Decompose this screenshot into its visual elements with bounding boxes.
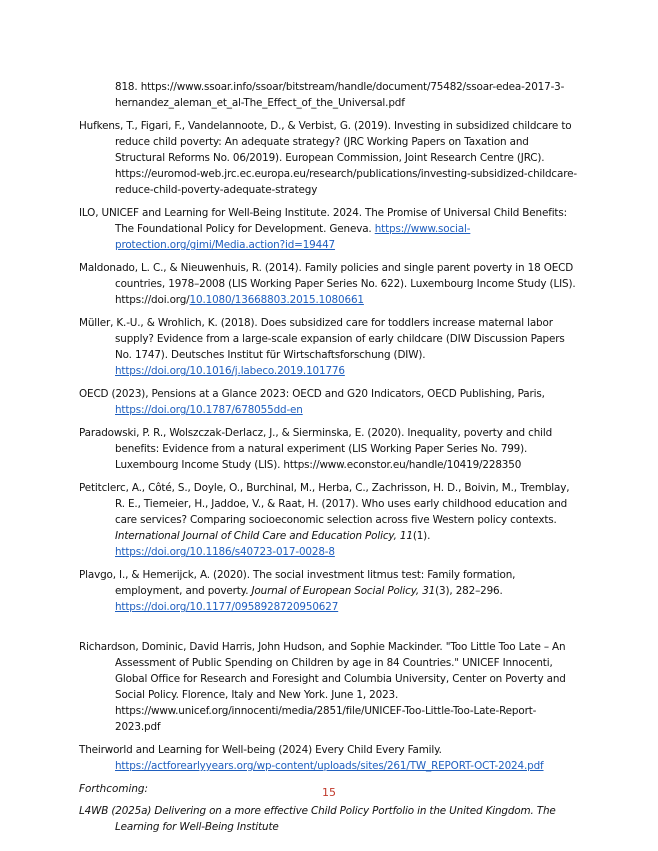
reference-link[interactable]: https://doi.org/10.1177/0958928720950627 [115,601,339,613]
reference-text: 818. https://www.ssoar.info/ssoar/bitstream/handle/document/75482/ssoar-edea-2017-3-hernandez_aleman_et_al-The_Effect_of_the_Universal.pdf [115,81,565,109]
reference-petitclerc-2017 [79,480,579,560]
reference-text: Petitclerc, A., Côté, S., Doyle, O., Burchinal, M., Herba, C., Zachrisson, H. D., Boivin, M., Tremblay, R. E., Tiemeier, H., Jaddoe, V., & Raat, H. (2017). Who uses early childhood education and care services? Comparing socioeconomic selection across five Western policy contexts. [79,482,570,526]
reference-theirworld-2024 [79,742,579,774]
reference-volume: (3), 282–296. [435,585,503,597]
reference-text: Müller, K.-U., & Wrohlich, K. (2018). Does subsidized care for toddlers increase maternal labor supply? Evidence from a large-scale expansion of early childcare (DIW Discussion Papers No. 1747). Deutsches Institut für Wirtschaftsforschung (DIW). [79,317,565,361]
reference-text: L4WB (2025a) Delivering on a more effective Child Policy Portfolio in the United Kingdom. The Learning for Well-Being Institute [79,805,556,833]
reference-hufkens-2019 [79,118,579,198]
reference-text: Theirworld and Learning for Well-being (2024) Every Child Every Family. [79,744,442,756]
forthcoming-label: Forthcoming: [79,783,149,795]
reference-text: OECD (2023), Pensions at a Glance 2023: OECD and G20 Indicators, OECD Publishing, Paris, [79,388,545,400]
reference-journal: Journal of European Social Policy, 31 [251,585,436,597]
reference-link[interactable]: https://doi.org/10.1186/s40723-017-0028-8 [115,546,335,558]
reference-list [79,79,579,842]
reference-link[interactable]: https://doi.org/10.1787/678055dd-en [115,404,303,416]
reference-muller-2018 [79,315,579,379]
reference-l4wb-2025a [79,803,579,835]
reference-text: Hufkens, T., Figari, F., Vandelannoote, D., & Verbist, G. (2019). Investing in subsidized childcare to reduce child poverty: An adequate strategy? (JRC Working Papers on Taxation and Structural Reforms No. 06/2019). European Commission, Joint Research Centre (JRC). https://euromod-web.jrc.ec.europa.eu/research/publications/investing-subsidized-childcare-reduce-child-poverty-adequate-strategy [79,120,577,196]
reference-text: Maldonado, L. C., & Nieuwenhuis, R. (2014). Family policies and single parent poverty in 18 OECD countries, 1978–2008 (LIS Working Paper Series No. 622). Luxembourg Income Study (LIS). https://doi.org/ [79,262,576,306]
reference-continuation [79,79,579,111]
reference-journal: International Journal of Child Care and Education Policy, 11 [115,530,413,542]
reference-link[interactable]: https://actforearlyyears.org/wp-content/uploads/sites/261/TW_REPORT-OCT-2024.pdf [115,760,544,772]
reference-link[interactable]: https://doi.org/10.1016/j.labeco.2019.101776 [115,365,345,377]
reference-plavgo-2020 [79,567,579,615]
reference-paradowski-2020 [79,425,579,473]
reference-richardson-2023 [79,639,579,735]
reference-text: Paradowski, P. R., Wolszczak-Derlacz, J., & Sierminska, E. (2020). Inequality, poverty and child benefits: Evidence from a natural experiment (LIS Working Paper Series No. 799). Luxembourg Income Study (LIS). https://www.econstor.eu/handle/10419/228350 [79,427,553,471]
reference-maldonado-2014 [79,260,579,308]
reference-link[interactable]: https://www.social-protection.org/gimi/Media.action?id=19447 [115,223,471,251]
page-number: 15 [322,786,336,799]
reference-text: Plavgo, I., & Hemerijck, A. (2020). The social investment litmus test: Family formation, employment, and poverty. [79,569,516,597]
reference-oecd-2023 [79,386,579,418]
reference-text: Richardson, Dominic, David Harris, John Hudson, and Sophie Mackinder. "Too Little Too Late – An Assessment of Public Spending on Children by age in 84 Countries." UNICEF Innocenti, Global Office for Research and Foresight and Columbia University, Center on Poverty and Social Policy. Florence, Italy and New York. June 1, 2023. https://www.unicef.org/innocenti/media/2851/file/UNICEF-Too-Little-Too-Late-Report-2023.pdf [79,641,566,733]
reference-volume: (1). [412,530,431,542]
reference-text: ILO, UNICEF and Learning for Well-Being Institute. 2024. The Promise of Universal Child Benefits: The Foundational Policy for Development. Geneva. [79,207,567,235]
reference-ilo-unicef-2024 [79,205,579,253]
reference-link[interactable]: 10.1080/13668803.2015.1080661 [189,294,364,306]
